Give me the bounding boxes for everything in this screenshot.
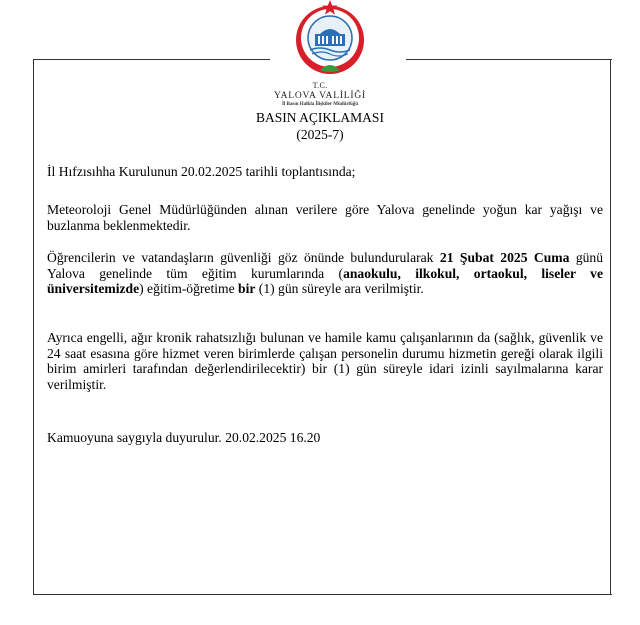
- closure-institutions: anaokulu, ilkokul, ortaokul, liseler ve üniversitemizde: [47, 265, 603, 296]
- paragraph-weather: Meteoroloji Genel Müdürlüğünden alınan verilere göre Yalova genelinde yoğun kar yağışı ve buzlanma beklenmektedir.: [47, 202, 603, 233]
- department-name: İl Basın Halkla İlişkiler Müdürlüğü: [281, 102, 359, 107]
- closure-text-3: ) eğitim-öğretime: [139, 281, 239, 296]
- tc-label: T.C.: [312, 81, 328, 90]
- closure-duration: bir: [238, 281, 256, 296]
- yalova-governorship-logo: [290, 0, 370, 80]
- document-title: BASIN AÇIKLAMASI: [256, 110, 384, 125]
- frame-top-left-line: [33, 59, 270, 60]
- frame-top-right-line: [406, 59, 612, 60]
- paragraph-intro: İl Hıfzısıhha Kurulunun 20.02.2025 tarihli toplantısında;: [47, 164, 356, 179]
- paragraph-administrative-leave: Ayrıca engelli, ağır kronik rahatsızlığı bulunan ve hamile kamu çalışanlarının da (sağlık, güvenlik ve 24 saat esasına göre hizmet veren birimlerde çalışan personelin durumu hizmetin gereği olarak ilgili birim amirleri tarafından değerlendirilecektir) bir (1) gün süreyle idari izinli sayılmalarına karar verilmiştir.: [47, 330, 603, 392]
- closure-text-1: Öğrencilerin ve vatandaşların güvenliği göz önünde bulundurularak: [47, 250, 440, 265]
- office-name: YALOVA VALİLİĞİ: [274, 91, 366, 101]
- paragraph-school-closure: [47, 250, 603, 297]
- closure-text-2: günü Yalova genelinde tüm eğitim kurumlarında (: [47, 250, 604, 281]
- closure-date: 21 Şubat 2025 Cuma: [439, 250, 570, 265]
- frame-bottom-line: [33, 594, 612, 595]
- document-number: (2025-7): [296, 127, 344, 142]
- paragraph-closing: Kamuoyuna saygıyla duyurulur. 20.02.2025 16.20: [47, 430, 321, 445]
- closure-text-4: (1) gün süreyle ara verilmiştir.: [255, 281, 424, 296]
